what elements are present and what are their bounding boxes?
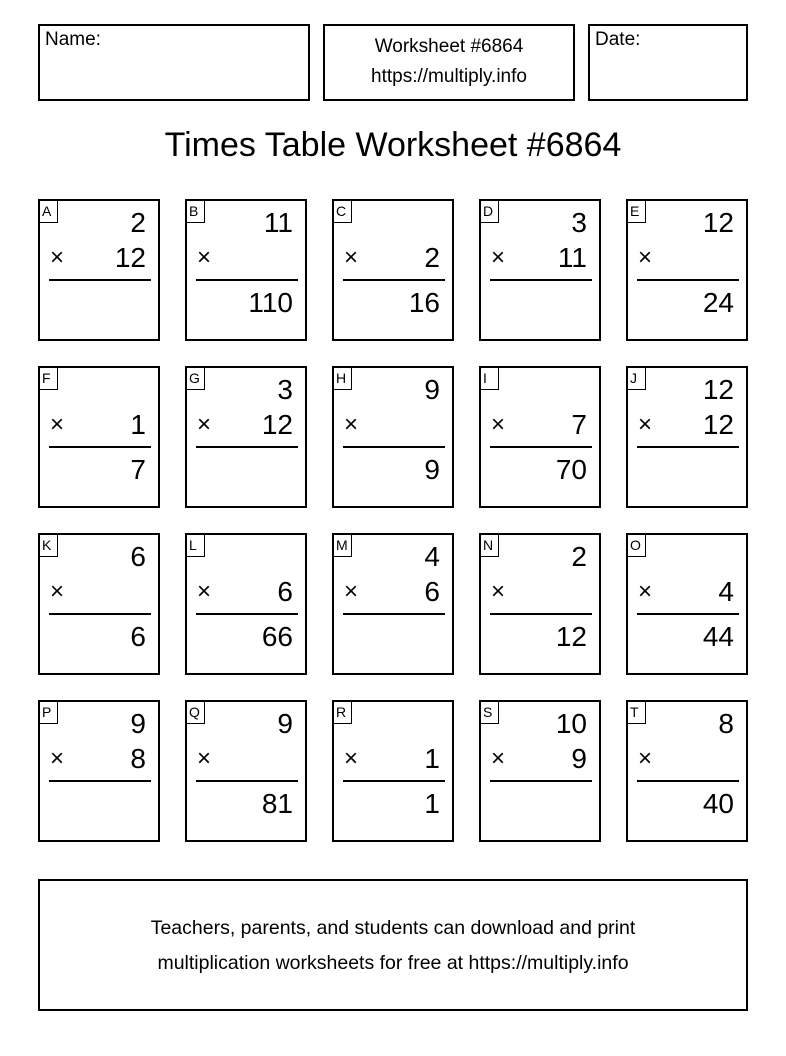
top-number: 2 (571, 541, 587, 572)
problem-card (332, 700, 454, 842)
top-number: 9 (424, 374, 440, 405)
date-label: Date: (595, 29, 641, 50)
problem-letter: P (38, 700, 58, 724)
date-field[interactable] (588, 24, 748, 101)
worksheet-number: Worksheet #6864 (374, 36, 524, 57)
answer-line (343, 279, 445, 281)
problem-card (38, 366, 160, 508)
problem-card (479, 199, 601, 341)
problem-card (626, 199, 748, 341)
problem-card (332, 366, 454, 508)
bottom-number: 9 (571, 743, 587, 774)
problem-letter: T (626, 700, 646, 724)
problem-letter: N (479, 533, 499, 557)
problem-card (626, 366, 748, 508)
times-sign: × (344, 745, 359, 772)
problem-letter: D (479, 199, 499, 223)
bottom-number: 8 (130, 743, 146, 774)
answer-value: 9 (424, 454, 440, 485)
problem-letter: S (479, 700, 499, 724)
top-number: 11 (263, 207, 293, 238)
top-number: 2 (130, 207, 146, 238)
problem-letter: J (626, 366, 646, 390)
top-number: 9 (277, 708, 293, 739)
answer-value: 7 (130, 454, 146, 485)
answer-value: 6 (130, 621, 146, 652)
problem-card (332, 533, 454, 675)
footer-line-2: multiplication worksheets for free at https://multiply.info (157, 952, 629, 974)
top-number: 3 (277, 374, 293, 405)
times-sign: × (491, 578, 506, 605)
times-sign: × (197, 411, 212, 438)
page-title: Times Table Worksheet #6864 (164, 126, 622, 164)
times-sign: × (638, 244, 653, 271)
problem-card (38, 199, 160, 341)
problem-letter: G (185, 366, 205, 390)
problem-letter: C (332, 199, 352, 223)
answer-line (343, 780, 445, 782)
problem-card (626, 533, 748, 675)
bottom-number: 7 (571, 409, 587, 440)
answer-value: 40 (702, 788, 734, 819)
answer-value: 16 (408, 287, 440, 318)
answer-line (343, 613, 445, 615)
top-number: 12 (702, 207, 734, 238)
answer-value: 24 (702, 287, 734, 318)
problem-card (185, 533, 307, 675)
worksheet-url: https://multiply.info (371, 66, 527, 87)
bottom-number: 6 (424, 576, 440, 607)
times-sign: × (638, 745, 653, 772)
answer-line (196, 279, 298, 281)
bottom-number: 6 (277, 576, 293, 607)
top-number: 4 (424, 541, 440, 572)
problem-letter: E (626, 199, 646, 223)
problem-card (185, 700, 307, 842)
answer-line (49, 279, 151, 281)
top-number: 3 (571, 207, 587, 238)
answer-value: 70 (555, 454, 587, 485)
times-sign: × (491, 244, 506, 271)
answer-line (490, 446, 592, 448)
problem-letter: R (332, 700, 352, 724)
worksheet-info-box (323, 24, 575, 101)
name-label: Name: (45, 29, 101, 50)
answer-line (490, 279, 592, 281)
answer-line (637, 446, 739, 448)
answer-line (637, 279, 739, 281)
problem-letter: F (38, 366, 58, 390)
times-sign: × (344, 411, 359, 438)
top-number: 8 (718, 708, 734, 739)
problem-card (479, 366, 601, 508)
answer-line (637, 613, 739, 615)
problem-card (38, 700, 160, 842)
answer-line (490, 613, 592, 615)
name-field[interactable] (38, 24, 310, 101)
problem-card (479, 533, 601, 675)
answer-value: 66 (261, 621, 293, 652)
top-number: 12 (702, 374, 734, 405)
answer-line (196, 780, 298, 782)
problem-card (626, 700, 748, 842)
answer-line (490, 780, 592, 782)
problem-card (479, 700, 601, 842)
times-sign: × (491, 745, 506, 772)
answer-line (343, 446, 445, 448)
times-sign: × (638, 578, 653, 605)
times-sign: × (344, 578, 359, 605)
problem-letter: K (38, 533, 58, 557)
answer-value: 44 (702, 621, 734, 652)
times-sign: × (50, 745, 65, 772)
answer-value: 12 (555, 621, 587, 652)
problem-card (38, 533, 160, 675)
problem-letter: M (332, 533, 352, 557)
footer-box (38, 879, 748, 1011)
problem-letter: Q (185, 700, 205, 724)
bottom-number: 1 (130, 409, 146, 440)
bottom-number: 11 (557, 242, 587, 273)
answer-value: 110 (248, 287, 293, 318)
problem-card (185, 199, 307, 341)
times-sign: × (50, 244, 65, 271)
top-number: 9 (130, 708, 146, 739)
times-sign: × (197, 745, 212, 772)
problem-card (332, 199, 454, 341)
top-number: 10 (555, 708, 587, 739)
problem-letter: H (332, 366, 352, 390)
bottom-number: 12 (261, 409, 293, 440)
times-sign: × (197, 578, 212, 605)
top-number: 6 (130, 541, 146, 572)
times-sign: × (344, 244, 359, 271)
bottom-number: 12 (114, 242, 146, 273)
bottom-number: 4 (718, 576, 734, 607)
times-sign: × (197, 244, 212, 271)
times-sign: × (638, 411, 653, 438)
bottom-number: 1 (424, 743, 440, 774)
answer-line (196, 613, 298, 615)
answer-line (637, 780, 739, 782)
bottom-number: 2 (424, 242, 440, 273)
times-sign: × (50, 411, 65, 438)
answer-value: 81 (261, 788, 293, 819)
problem-card (185, 366, 307, 508)
answer-line (49, 780, 151, 782)
answer-line (196, 446, 298, 448)
footer-line-1: Teachers, parents, and students can download and print (150, 917, 636, 939)
answer-line (49, 446, 151, 448)
times-sign: × (50, 578, 65, 605)
problem-letter: B (185, 199, 205, 223)
answer-line (49, 613, 151, 615)
problem-letter: O (626, 533, 646, 557)
answer-value: 1 (424, 788, 440, 819)
problem-letter: L (185, 533, 205, 557)
times-sign: × (491, 411, 506, 438)
problem-letter: I (479, 366, 499, 390)
problem-letter: A (38, 199, 58, 223)
bottom-number: 12 (702, 409, 734, 440)
